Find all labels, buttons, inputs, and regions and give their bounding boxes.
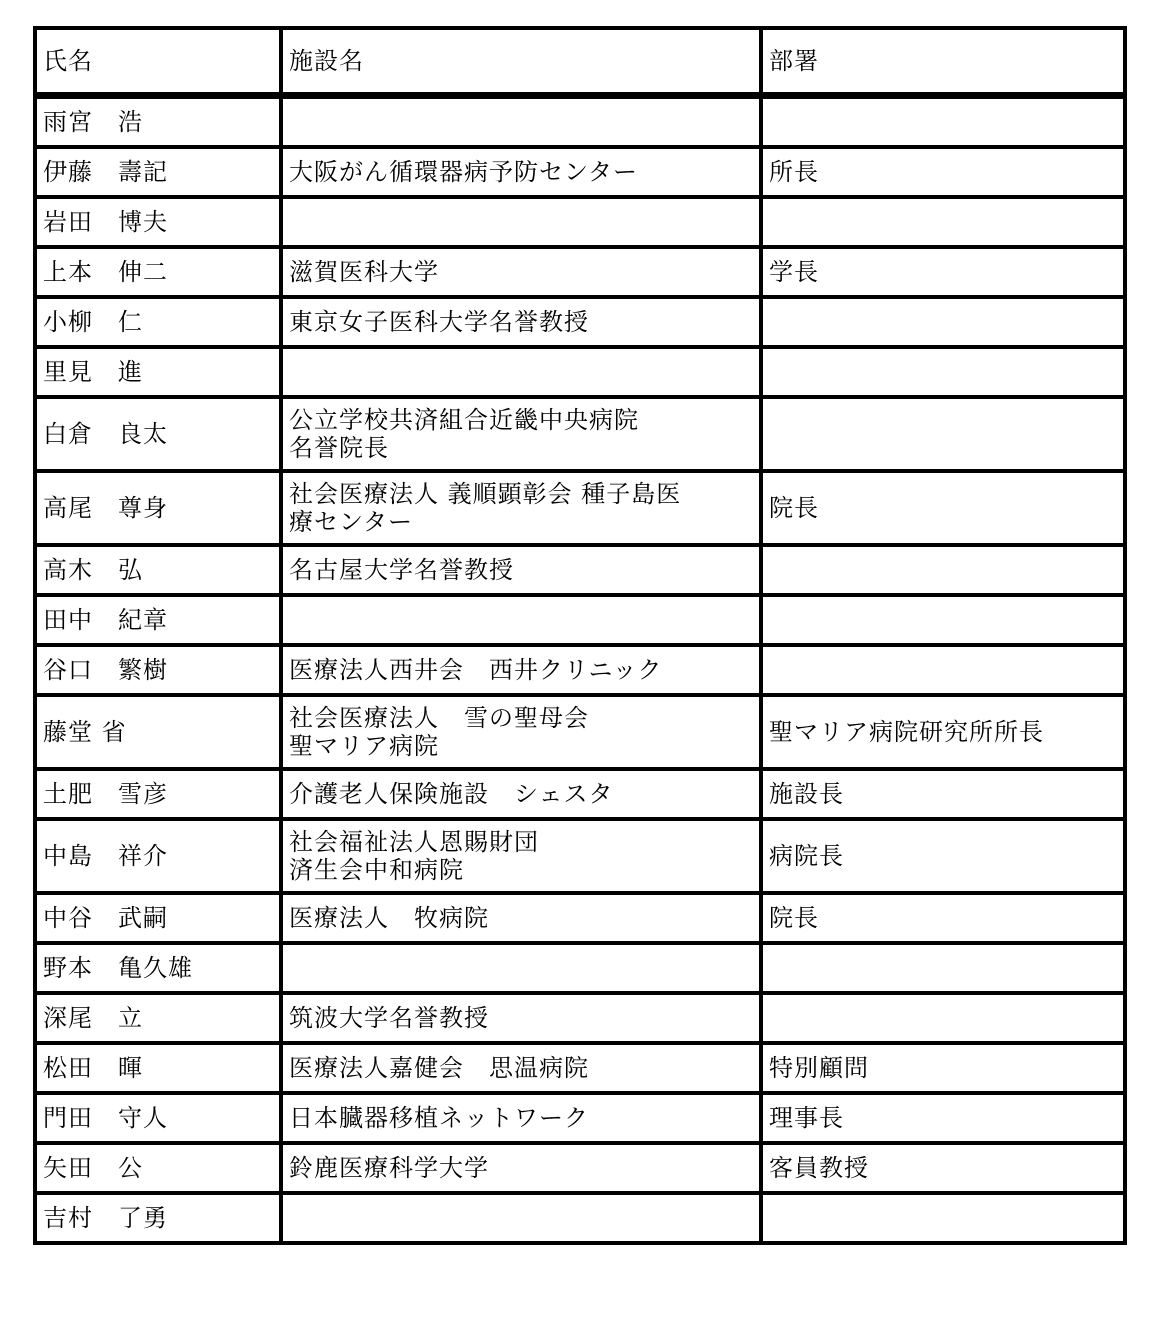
cell-department: 施設長 [761,769,1125,819]
cell-department [761,595,1125,645]
cell-department: 聖マリア病院研究所所長 [761,695,1125,769]
table-row [35,545,1125,595]
cell-department [761,545,1125,595]
cell-department [761,645,1125,695]
cell-facility: 医療法人 牧病院 [281,893,761,943]
cell-department [761,397,1125,471]
cell-department: 学長 [761,247,1125,297]
table-row [35,769,1125,819]
cell-department [761,197,1125,247]
table-row [35,1143,1125,1193]
cell-facility: 日本臓器移植ネットワーク [281,1093,761,1143]
cell-facility: 大阪がん循環器病予防センター [281,147,761,197]
cell-facility [281,595,761,645]
cell-department: 病院長 [761,819,1125,893]
cell-name: 高木 弘 [35,545,281,595]
table-row [35,819,1125,893]
cell-facility [281,347,761,397]
header-facility: 施設名 [281,28,761,96]
cell-name: 野本 亀久雄 [35,943,281,993]
cell-facility [281,1193,761,1243]
cell-facility [281,943,761,993]
table-header [35,28,1125,96]
cell-name: 松田 暉 [35,1043,281,1093]
cell-name: 門田 守人 [35,1093,281,1143]
table-row [35,297,1125,347]
cell-name: 中谷 武嗣 [35,893,281,943]
table-row [35,471,1125,545]
cell-name: 里見 進 [35,347,281,397]
cell-facility: 社会医療法人 雪の聖母会 聖マリア病院 [281,695,761,769]
cell-name: 田中 紀章 [35,595,281,645]
table-row [35,595,1125,645]
cell-facility: 名古屋大学名誉教授 [281,545,761,595]
table-row [35,695,1125,769]
header-name: 氏名 [35,28,281,96]
table-row [35,1193,1125,1243]
cell-facility: 医療法人嘉健会 思温病院 [281,1043,761,1093]
cell-department: 院長 [761,471,1125,545]
table-row [35,1043,1125,1093]
cell-facility: 東京女子医科大学名誉教授 [281,297,761,347]
cell-facility: 公立学校共済組合近畿中央病院 名誉院長 [281,397,761,471]
cell-name: 藤堂 省 [35,695,281,769]
cell-facility [281,96,761,148]
table-row [35,347,1125,397]
cell-name: 谷口 繁樹 [35,645,281,695]
cell-facility [281,197,761,247]
cell-department [761,297,1125,347]
cell-department: 院長 [761,893,1125,943]
cell-department [761,993,1125,1043]
cell-name: 矢田 公 [35,1143,281,1193]
cell-name: 深尾 立 [35,993,281,1043]
table-row [35,993,1125,1043]
header-department: 部署 [761,28,1125,96]
cell-name: 上本 伸二 [35,247,281,297]
cell-department [761,1193,1125,1243]
cell-facility: 鈴鹿医療科学大学 [281,1143,761,1193]
cell-facility: 医療法人西井会 西井クリニック [281,645,761,695]
table-row [35,96,1125,148]
cell-department [761,943,1125,993]
cell-name: 小柳 仁 [35,297,281,347]
header-row [35,28,1125,96]
cell-department [761,347,1125,397]
table-row [35,1093,1125,1143]
table-row [35,893,1125,943]
cell-name: 岩田 博夫 [35,197,281,247]
table-body [35,96,1125,1244]
cell-name: 伊藤 壽記 [35,147,281,197]
cell-name: 高尾 尊身 [35,471,281,545]
cell-name: 土肥 雪彦 [35,769,281,819]
cell-department: 理事長 [761,1093,1125,1143]
cell-facility: 滋賀医科大学 [281,247,761,297]
cell-facility: 介護老人保険施設 シェスタ [281,769,761,819]
cell-name: 白倉 良太 [35,397,281,471]
table-row [35,943,1125,993]
cell-facility: 筑波大学名誉教授 [281,993,761,1043]
table-row [35,397,1125,471]
cell-facility: 社会福祉法人恩賜財団 済生会中和病院 [281,819,761,893]
cell-name: 吉村 了勇 [35,1193,281,1243]
cell-facility: 社会医療法人 義順顕彰会 種子島医 療センター [281,471,761,545]
cell-name: 雨宮 浩 [35,96,281,148]
table-row [35,147,1125,197]
cell-department: 客員教授 [761,1143,1125,1193]
table-row [35,197,1125,247]
cell-department: 特別顧問 [761,1043,1125,1093]
cell-department [761,96,1125,148]
table-row [35,645,1125,695]
table-row [35,247,1125,297]
cell-name: 中島 祥介 [35,819,281,893]
member-roster-table [33,26,1127,1245]
cell-department: 所長 [761,147,1125,197]
